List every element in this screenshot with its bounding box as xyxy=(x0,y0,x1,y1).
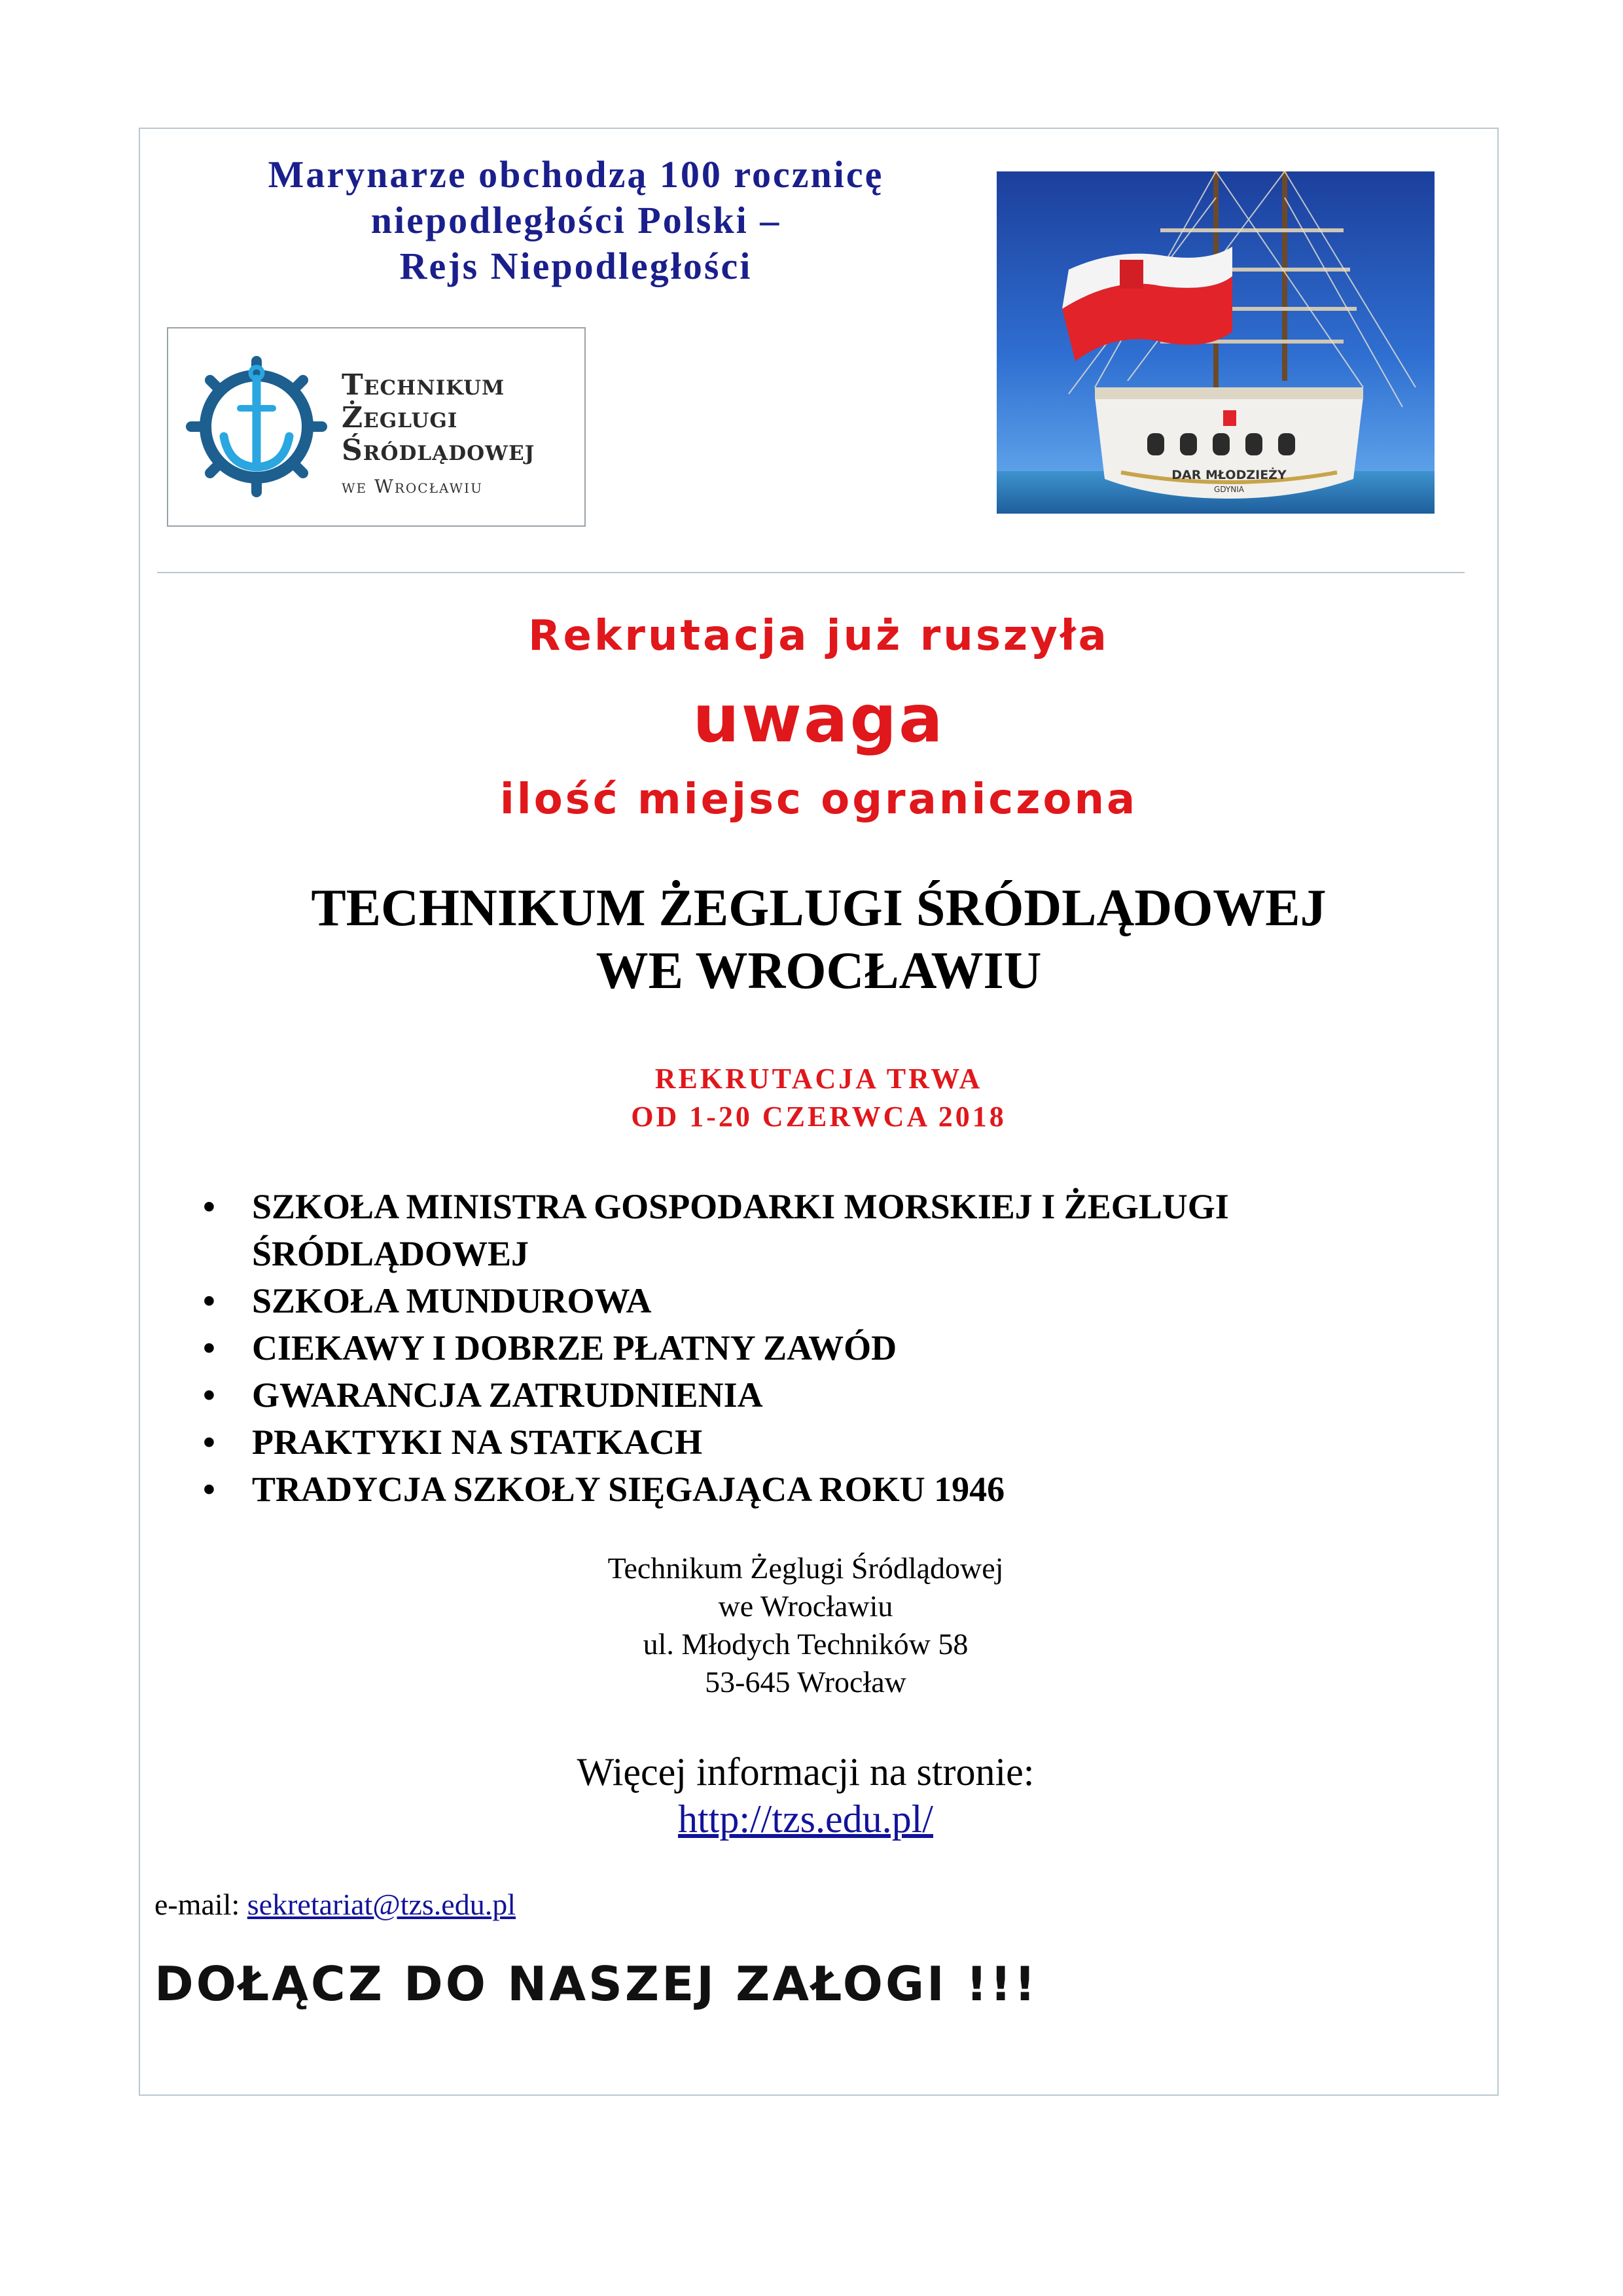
logo-line-2: Żeglugi xyxy=(342,401,458,434)
school-logo xyxy=(167,327,586,527)
address-line-3: ul. Młodych Techników 58 xyxy=(643,1627,969,1661)
more-info-label: Więcej informacji na stronie: xyxy=(577,1750,1035,1793)
sailing-ship-photo xyxy=(997,171,1435,514)
logo-line-4: we Wrocławiu xyxy=(342,476,483,497)
header-line-1: Marynarze obchodzą 100 rocznicę xyxy=(268,153,884,196)
school-title xyxy=(139,877,1499,1002)
list-item: • SZKOŁA MINISTRA GOSPODARKI MORSKIEJ I ŻEGLUGI ŚRÓDLĄDOWEJ xyxy=(203,1187,1229,1273)
header-title xyxy=(216,152,936,289)
school-address xyxy=(139,1549,1472,1701)
list-item: • PRAKTYKI NA STATKACH xyxy=(203,1422,703,1462)
recruitment-dates-line-2: OD 1-20 CZERWCA 2018 xyxy=(631,1101,1007,1133)
join-crew-call: DOŁĄCZ DO NASZEJ ZAŁOGI !!! xyxy=(154,1956,1039,2011)
list-item: • CIEKAWY I DOBRZE PŁATNY ZAWÓD xyxy=(203,1328,897,1368)
more-info xyxy=(139,1748,1472,1843)
recruitment-dates-line-1: REKRUTACJA TRWA xyxy=(654,1063,983,1095)
header-line-3: Rejs Niepodległości xyxy=(399,245,753,287)
ship-name-label: DAR MŁODZIEŻY xyxy=(1171,468,1287,482)
email-contact xyxy=(154,1886,516,1924)
email-link[interactable]: sekretariat@tzs.edu.pl xyxy=(247,1888,516,1921)
address-line-4: 53-645 Wrocław xyxy=(705,1665,906,1699)
logo-line-1: Technikum xyxy=(342,368,505,402)
school-title-line-1: TECHNIKUM ŻEGLUGI ŚRÓDLĄDOWEJ xyxy=(311,879,1327,937)
school-title-line-2: WE WROCŁAWIU xyxy=(596,942,1042,1000)
address-line-2: we Wrocławiu xyxy=(718,1589,893,1623)
website-link[interactable]: http://tzs.edu.pl/ xyxy=(678,1797,933,1841)
recruitment-headline: Rekrutacja już ruszyła xyxy=(528,612,1109,660)
logo-wordmark xyxy=(342,369,535,467)
list-item: • GWARANCJA ZATRUDNIENIA xyxy=(203,1375,763,1415)
logo-line-3: Śródlądowej xyxy=(342,434,535,467)
header-line-2: niepodległości Polski – xyxy=(370,199,781,241)
email-label: e-mail: xyxy=(154,1888,247,1921)
list-item: • TRADYCJA SZKOŁY SIĘGAJĄCA ROKU 1946 xyxy=(203,1470,1005,1509)
recruitment-dates xyxy=(139,1060,1499,1136)
advantages-list xyxy=(196,1183,1374,1513)
ship-wheel-anchor-icon xyxy=(178,348,335,505)
list-item: • SZKOŁA MUNDUROWA xyxy=(203,1281,652,1320)
section-divider xyxy=(157,572,1465,573)
attention-word: uwaga xyxy=(692,680,945,757)
limited-places: ilość miejsc ograniczona xyxy=(499,775,1138,824)
ship-port-label: GDYNIA xyxy=(1214,485,1244,494)
address-line-1: Technikum Żeglugi Śródlądowej xyxy=(607,1551,1004,1585)
